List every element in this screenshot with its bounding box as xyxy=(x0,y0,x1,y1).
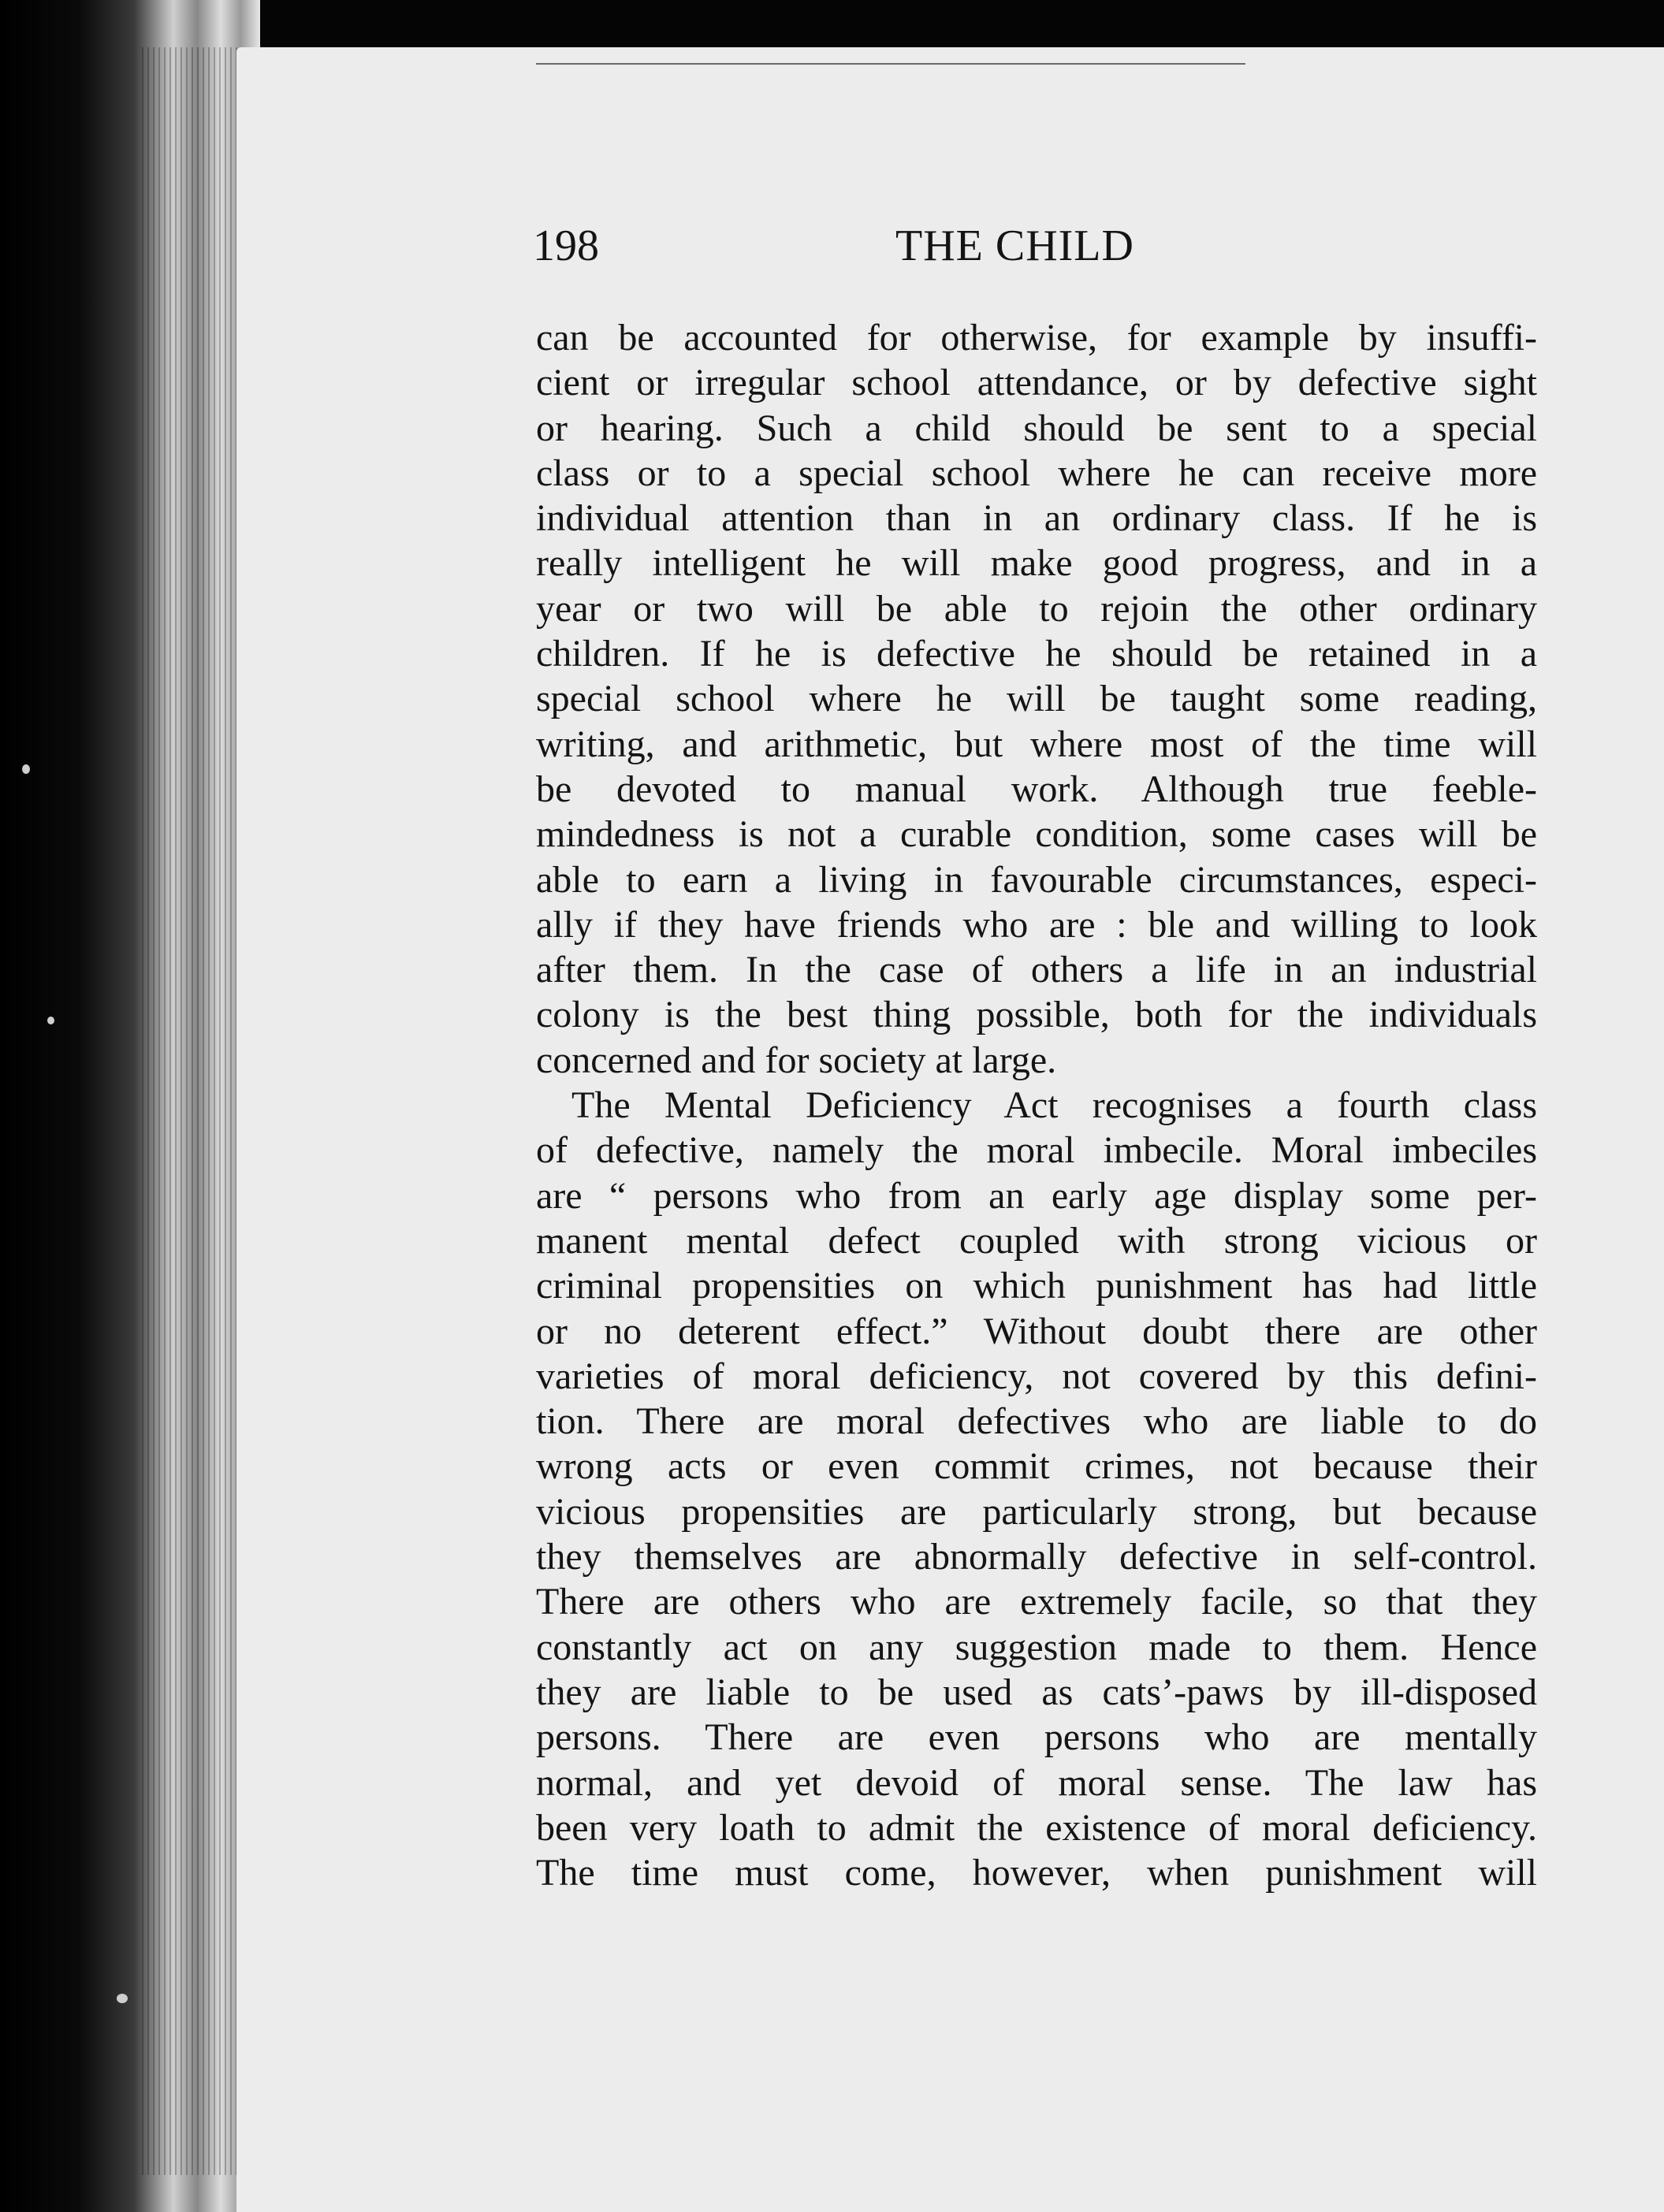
text-line: constantly act on any suggestion made to them. Hence xyxy=(536,1626,1537,1668)
text-line: children. If he is defective he should be retained in a xyxy=(536,633,1537,675)
text-line: can be accounted for otherwise, for example by insuffi- xyxy=(536,317,1537,359)
text-line: The Mental Deficiency Act recognises a fourth class xyxy=(571,1084,1537,1127)
text-line: persons. There are even persons who are mentally xyxy=(536,1716,1537,1759)
text-line: tion. There are moral defectives who are liable to do xyxy=(536,1400,1537,1443)
text-line: vicious propensities are particularly strong, but because xyxy=(536,1490,1537,1533)
page-top-edge xyxy=(536,63,1245,65)
text-line: year or two will be able to rejoin the other ordinary xyxy=(536,587,1537,630)
text-line: cient or irregular school attendance, or by defective sight xyxy=(536,362,1537,404)
scan-speck xyxy=(47,1017,54,1024)
paragraph-1 xyxy=(536,315,1537,1083)
text-line: manent mental defect coupled with strong vicious or xyxy=(536,1219,1537,1262)
text-line: There are others who are extremely facile, so that they xyxy=(536,1581,1537,1623)
text-line: of defective, namely the moral imbecile. Moral imbeciles xyxy=(536,1129,1537,1172)
text-line: or hearing. Such a child should be sent to a special xyxy=(536,407,1537,449)
paragraph-2 xyxy=(536,1083,1537,1895)
text-line: they are liable to be used as cats’-paws by ill-disposed xyxy=(536,1671,1537,1713)
text-line: The time must come, however, when punishment will xyxy=(536,1852,1537,1894)
page-edges xyxy=(142,47,252,2175)
text-line: class or to a special school where he can receive more xyxy=(536,452,1537,494)
text-line: concerned and for society at large. xyxy=(536,1039,1057,1081)
text-line: they themselves are abnormally defective in self-control. xyxy=(536,1536,1537,1578)
text-line: normal, and yet devoid of moral sense. The law has xyxy=(536,1761,1537,1804)
body-text xyxy=(536,315,1537,1895)
page-number: 198 xyxy=(533,221,599,270)
text-line: really intelligent he will make good progress, and in a xyxy=(536,542,1537,585)
scan-speck xyxy=(117,1994,128,2003)
text-line: or no deterent effect.” Without doubt there are other xyxy=(536,1310,1537,1352)
text-line: be devoted to manual work. Although true feeble- xyxy=(536,768,1537,810)
text-line: ally if they have friends who are : ble and willing to look xyxy=(536,903,1537,946)
text-line: been very loath to admit the existence of moral deficiency. xyxy=(536,1806,1537,1849)
text-line: wrong acts or even commit crimes, not because their xyxy=(536,1445,1537,1488)
text-line: are “ persons who from an early age display some per- xyxy=(536,1174,1537,1217)
text-line: after them. In the case of others a life in an industrial xyxy=(536,949,1537,991)
text-line: individual attention than in an ordinary class. If he is xyxy=(536,497,1537,540)
text-line: colony is the best thing possible, both for the individuals xyxy=(536,994,1537,1036)
text-line: mindedness is not a curable condition, some cases will be xyxy=(536,813,1537,856)
text-line: criminal propensities on which punishment has had little xyxy=(536,1265,1537,1307)
running-head xyxy=(533,221,1163,276)
scan-speck xyxy=(22,764,30,774)
text-line: varieties of moral deficiency, not covered by this defini- xyxy=(536,1355,1537,1397)
text-line: able to earn a living in favourable circumstances, especi- xyxy=(536,858,1537,901)
text-line: writing, and arithmetic, but where most of the time will xyxy=(536,723,1537,765)
text-line: special school where he will be taught some reading, xyxy=(536,678,1537,720)
running-title: THE CHILD xyxy=(895,221,1134,270)
